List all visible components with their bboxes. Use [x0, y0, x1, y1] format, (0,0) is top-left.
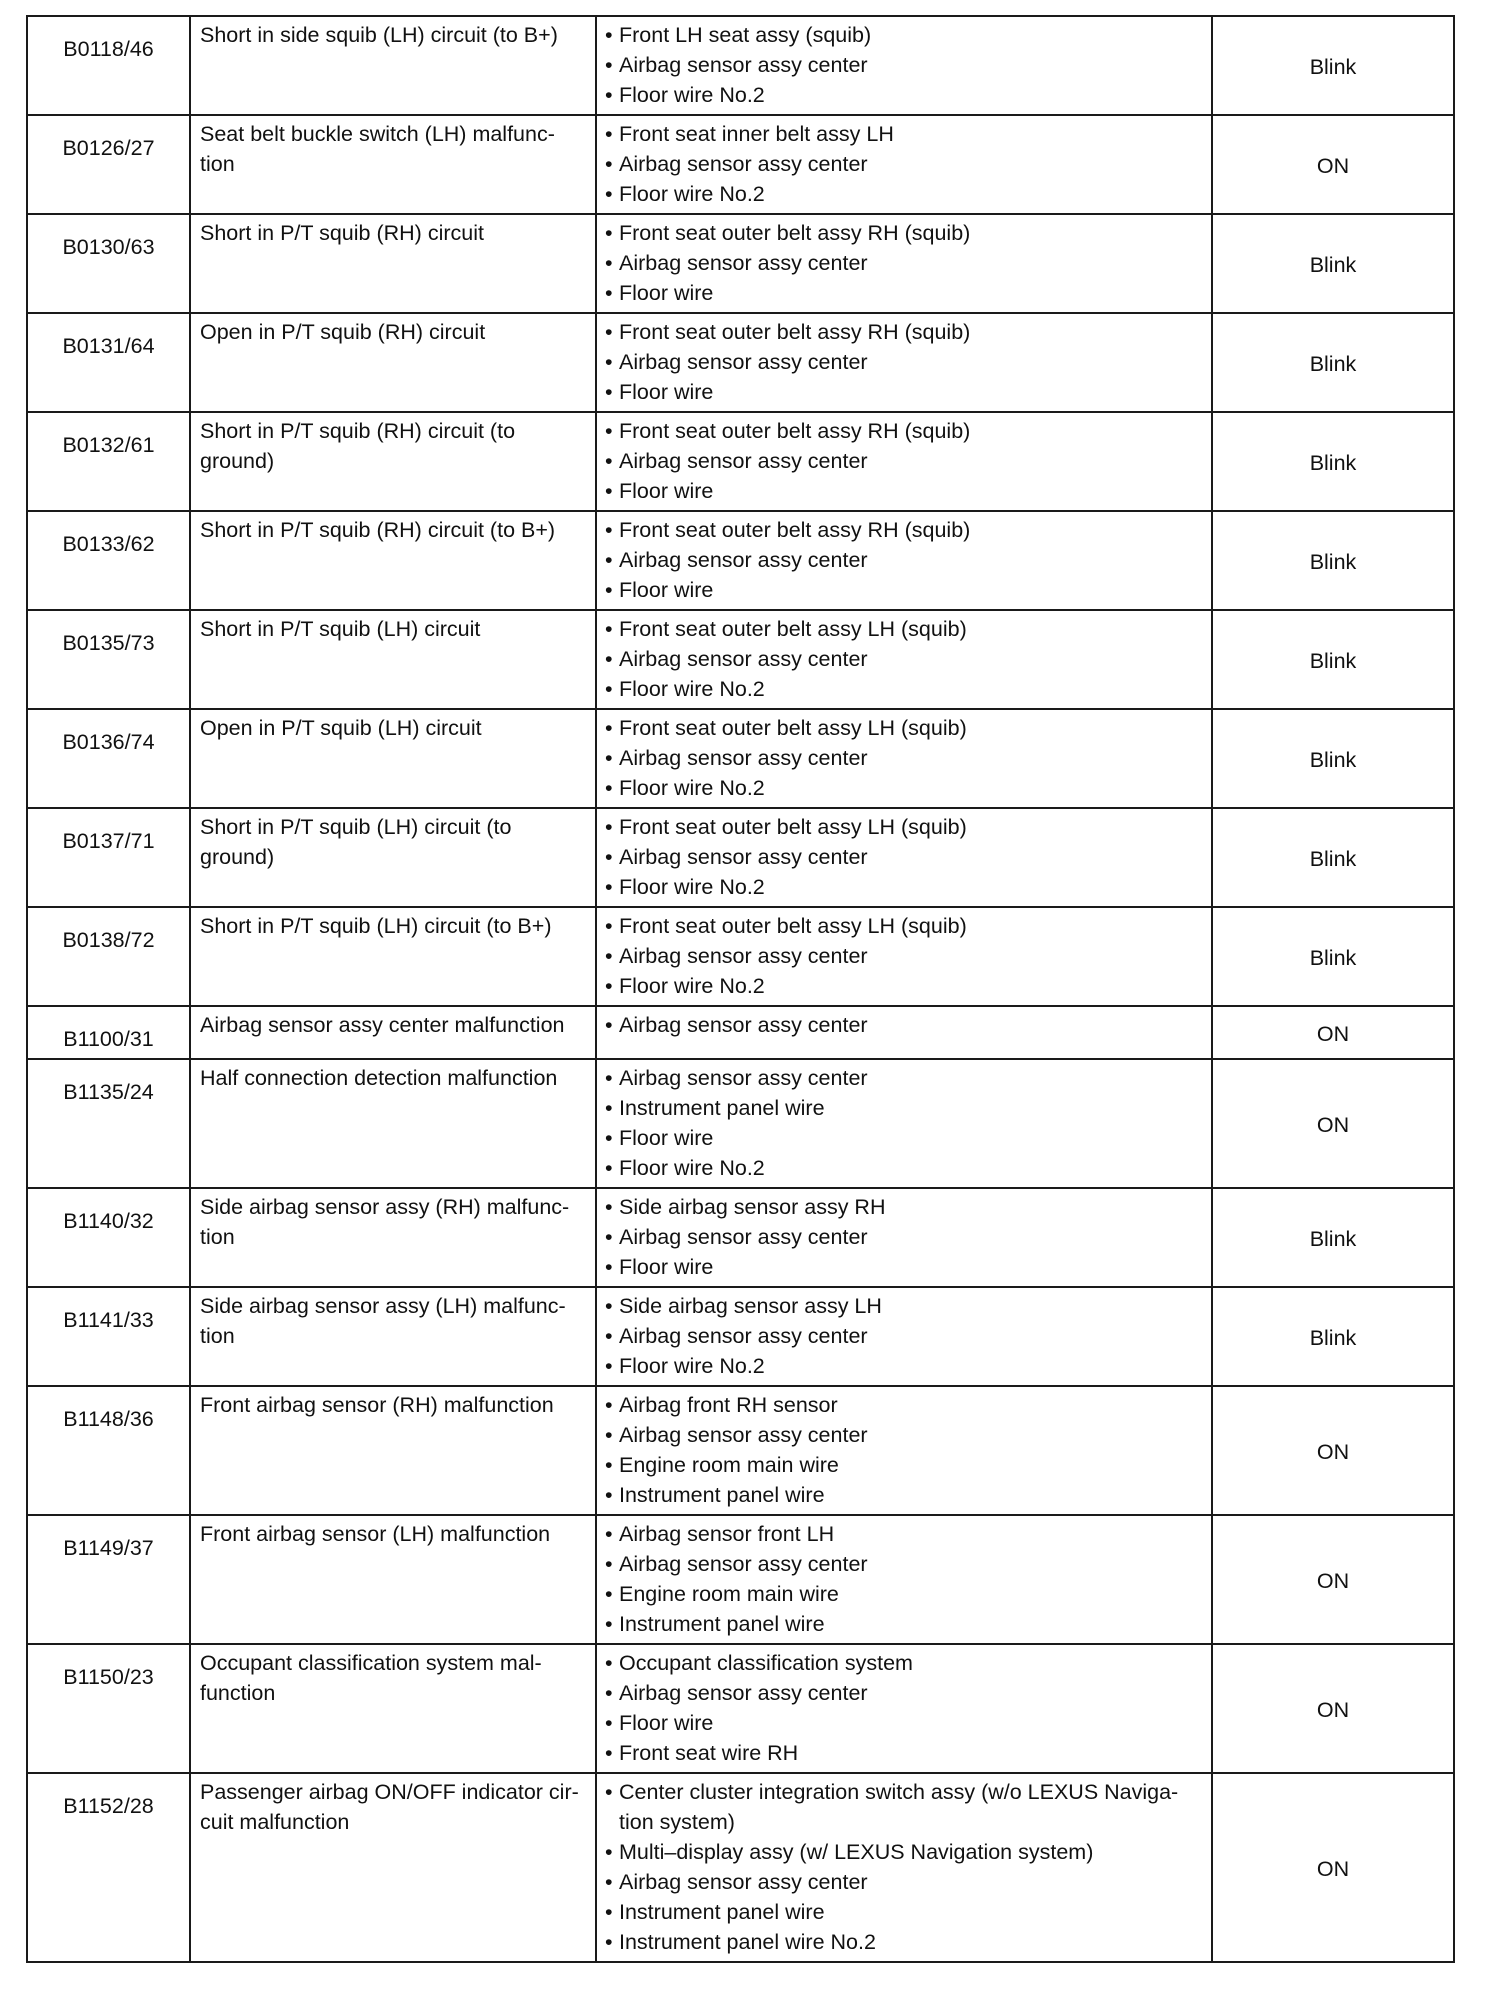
- detection-item-cell: Half connection detection malfunction: [190, 1059, 596, 1188]
- detection-item-cell: Airbag sensor assy center malfunction: [190, 1006, 596, 1059]
- warning-light-cell: Blink: [1212, 1188, 1454, 1287]
- trouble-area-cell: [596, 1773, 1212, 1962]
- trouble-area-list: [605, 317, 1205, 407]
- dtc-table-body: [27, 16, 1454, 1962]
- trouble-area-cell: [596, 709, 1212, 808]
- trouble-area-item: • Floor wire No.2: [605, 80, 1205, 110]
- trouble-area-list: [605, 713, 1205, 803]
- trouble-area-cell: [596, 1188, 1212, 1287]
- detection-item-cell: Short in side squib (LH) circuit (to B+): [190, 16, 596, 115]
- trouble-area-list: [605, 1648, 1205, 1768]
- table-row: [27, 1287, 1454, 1386]
- trouble-area-list: [605, 1063, 1205, 1183]
- table-row: [27, 1006, 1454, 1059]
- detection-item-cell: Short in P/T squib (RH) circuit (to B+): [190, 511, 596, 610]
- dtc-code-cell: B0138/72: [27, 907, 190, 1006]
- table-row: [27, 1773, 1454, 1962]
- trouble-area-item: • Floor wire No.2: [605, 674, 1205, 704]
- trouble-area-item: • Engine room main wire: [605, 1579, 1205, 1609]
- trouble-area-cell: [596, 115, 1212, 214]
- dtc-code-cell: B1135/24: [27, 1059, 190, 1188]
- trouble-area-item: • Floor wire: [605, 278, 1205, 308]
- trouble-area-item: • Airbag sensor assy center: [605, 248, 1205, 278]
- trouble-area-item: • Side airbag sensor assy LH: [605, 1291, 1205, 1321]
- trouble-area-item: • Airbag sensor assy center: [605, 743, 1205, 773]
- trouble-area-item: • Airbag sensor assy center: [605, 1678, 1205, 1708]
- trouble-area-cell: [596, 1059, 1212, 1188]
- table-row: [27, 511, 1454, 610]
- trouble-area-item: • Floor wire No.2: [605, 179, 1205, 209]
- warning-light-cell: Blink: [1212, 412, 1454, 511]
- trouble-area-cell: [596, 1386, 1212, 1515]
- detection-item-cell: Front airbag sensor (RH) malfunction: [190, 1386, 596, 1515]
- detection-item-cell: Side airbag sensor assy (RH) malfunc- tion: [190, 1188, 596, 1287]
- trouble-area-item: • Front seat inner belt assy LH: [605, 119, 1205, 149]
- warning-light-cell: Blink: [1212, 808, 1454, 907]
- trouble-area-item: • Airbag sensor assy center: [605, 149, 1205, 179]
- table-row: [27, 808, 1454, 907]
- trouble-area-item: • Floor wire No.2: [605, 773, 1205, 803]
- dtc-code-cell: B0136/74: [27, 709, 190, 808]
- warning-light-cell: ON: [1212, 1773, 1454, 1962]
- warning-light-cell: Blink: [1212, 16, 1454, 115]
- detection-item-cell: Occupant classification system mal- function: [190, 1644, 596, 1773]
- trouble-area-cell: [596, 1515, 1212, 1644]
- trouble-area-item: • Front seat outer belt assy RH (squib): [605, 317, 1205, 347]
- table-row: [27, 1188, 1454, 1287]
- table-row: [27, 1386, 1454, 1515]
- warning-light-cell: ON: [1212, 1515, 1454, 1644]
- warning-light-cell: ON: [1212, 1386, 1454, 1515]
- trouble-area-item: • Front seat outer belt assy LH (squib): [605, 812, 1205, 842]
- table-row: [27, 313, 1454, 412]
- trouble-area-item: • Instrument panel wire: [605, 1897, 1205, 1927]
- trouble-area-item: • Front seat outer belt assy LH (squib): [605, 911, 1205, 941]
- trouble-area-item: • Airbag sensor assy center: [605, 446, 1205, 476]
- trouble-area-list: [605, 515, 1205, 605]
- trouble-area-item: • Front seat wire RH: [605, 1738, 1205, 1768]
- table-row: [27, 1515, 1454, 1644]
- trouble-area-item: • Airbag sensor assy center: [605, 842, 1205, 872]
- detection-item-cell: Short in P/T squib (RH) circuit: [190, 214, 596, 313]
- trouble-area-cell: [596, 412, 1212, 511]
- trouble-area-item: • Airbag front RH sensor: [605, 1390, 1205, 1420]
- warning-light-cell: Blink: [1212, 214, 1454, 313]
- trouble-area-list: [605, 1777, 1205, 1957]
- trouble-area-item: • Airbag sensor assy center: [605, 347, 1205, 377]
- trouble-area-cell: [596, 16, 1212, 115]
- trouble-area-cell: [596, 1287, 1212, 1386]
- trouble-area-item: • Occupant classification system: [605, 1648, 1205, 1678]
- trouble-area-cell: [596, 808, 1212, 907]
- detection-item-cell: Front airbag sensor (LH) malfunction: [190, 1515, 596, 1644]
- detection-item-cell: Short in P/T squib (LH) circuit (to ground): [190, 808, 596, 907]
- trouble-area-item: • Floor wire: [605, 575, 1205, 605]
- detection-item-cell: Short in P/T squib (LH) circuit: [190, 610, 596, 709]
- dtc-table: [26, 15, 1455, 1963]
- trouble-area-list: [605, 1390, 1205, 1510]
- detection-item-cell: Open in P/T squib (LH) circuit: [190, 709, 596, 808]
- trouble-area-list: [605, 20, 1205, 110]
- trouble-area-cell: [596, 907, 1212, 1006]
- trouble-area-item: • Instrument panel wire: [605, 1093, 1205, 1123]
- trouble-area-list: [605, 1519, 1205, 1639]
- trouble-area-item: • Floor wire No.2: [605, 971, 1205, 1001]
- trouble-area-item: • Front LH seat assy (squib): [605, 20, 1205, 50]
- trouble-area-item: • Floor wire: [605, 1123, 1205, 1153]
- trouble-area-item: • Floor wire No.2: [605, 1351, 1205, 1381]
- dtc-code-cell: B1148/36: [27, 1386, 190, 1515]
- trouble-area-item: • Multi–display assy (w/ LEXUS Navigation system): [605, 1837, 1205, 1867]
- dtc-code-cell: B1100/31: [27, 1006, 190, 1059]
- table-row: [27, 1059, 1454, 1188]
- warning-light-cell: Blink: [1212, 709, 1454, 808]
- trouble-area-list: [605, 911, 1205, 1001]
- trouble-area-cell: [596, 610, 1212, 709]
- trouble-area-list: [605, 416, 1205, 506]
- trouble-area-item: • Airbag sensor assy center: [605, 1321, 1205, 1351]
- trouble-area-list: [605, 1010, 1205, 1040]
- dtc-code-cell: B0126/27: [27, 115, 190, 214]
- trouble-area-item: • Floor wire: [605, 1252, 1205, 1282]
- trouble-area-list: [605, 119, 1205, 209]
- trouble-area-item: • Airbag sensor assy center: [605, 644, 1205, 674]
- warning-light-cell: ON: [1212, 115, 1454, 214]
- trouble-area-cell: [596, 511, 1212, 610]
- dtc-code-cell: B1141/33: [27, 1287, 190, 1386]
- trouble-area-item: • Airbag sensor assy center: [605, 1549, 1205, 1579]
- trouble-area-item: • Airbag sensor assy center: [605, 1010, 1205, 1040]
- trouble-area-item: • Front seat outer belt assy LH (squib): [605, 713, 1205, 743]
- trouble-area-item: • Front seat outer belt assy LH (squib): [605, 614, 1205, 644]
- table-row: [27, 1644, 1454, 1773]
- detection-item-cell: Passenger airbag ON/OFF indicator cir- cuit malfunction: [190, 1773, 596, 1962]
- dtc-code-cell: B0130/63: [27, 214, 190, 313]
- trouble-area-list: [605, 1192, 1205, 1282]
- trouble-area-item: • Airbag sensor assy center: [605, 1867, 1205, 1897]
- trouble-area-item: • Floor wire No.2: [605, 1153, 1205, 1183]
- detection-item-cell: Short in P/T squib (RH) circuit (to ground): [190, 412, 596, 511]
- trouble-area-item: • Floor wire: [605, 377, 1205, 407]
- warning-light-cell: ON: [1212, 1059, 1454, 1188]
- trouble-area-item: • Front seat outer belt assy RH (squib): [605, 218, 1205, 248]
- warning-light-cell: Blink: [1212, 907, 1454, 1006]
- table-row: [27, 115, 1454, 214]
- dtc-code-cell: B1150/23: [27, 1644, 190, 1773]
- trouble-area-cell: [596, 313, 1212, 412]
- warning-light-cell: Blink: [1212, 1287, 1454, 1386]
- trouble-area-item: • Airbag sensor assy center: [605, 1222, 1205, 1252]
- trouble-area-item: • Airbag sensor assy center: [605, 1420, 1205, 1450]
- trouble-area-item: • Floor wire: [605, 476, 1205, 506]
- dtc-code-cell: B0118/46: [27, 16, 190, 115]
- trouble-area-cell: [596, 214, 1212, 313]
- trouble-area-item: • Floor wire: [605, 1708, 1205, 1738]
- trouble-area-item: • Airbag sensor assy center: [605, 50, 1205, 80]
- warning-light-cell: Blink: [1212, 313, 1454, 412]
- detection-item-cell: Seat belt buckle switch (LH) malfunc- tion: [190, 115, 596, 214]
- trouble-area-item: • Airbag sensor assy center: [605, 545, 1205, 575]
- trouble-area-item: • Center cluster integration switch assy (w/o LEXUS Naviga- tion system): [605, 1777, 1205, 1837]
- warning-light-cell: ON: [1212, 1644, 1454, 1773]
- trouble-area-list: [605, 1291, 1205, 1381]
- trouble-area-item: • Floor wire No.2: [605, 872, 1205, 902]
- trouble-area-item: • Instrument panel wire: [605, 1480, 1205, 1510]
- dtc-code-cell: B0131/64: [27, 313, 190, 412]
- trouble-area-cell: [596, 1006, 1212, 1059]
- dtc-code-cell: B1140/32: [27, 1188, 190, 1287]
- table-row: [27, 412, 1454, 511]
- table-row: [27, 709, 1454, 808]
- trouble-area-item: • Instrument panel wire No.2: [605, 1927, 1205, 1957]
- dtc-code-cell: B0132/61: [27, 412, 190, 511]
- table-row: [27, 610, 1454, 709]
- detection-item-cell: Side airbag sensor assy (LH) malfunc- tion: [190, 1287, 596, 1386]
- trouble-area-item: • Front seat outer belt assy RH (squib): [605, 416, 1205, 446]
- trouble-area-cell: [596, 1644, 1212, 1773]
- dtc-code-cell: B0133/62: [27, 511, 190, 610]
- trouble-area-list: [605, 218, 1205, 308]
- detection-item-cell: Short in P/T squib (LH) circuit (to B+): [190, 907, 596, 1006]
- dtc-code-cell: B0137/71: [27, 808, 190, 907]
- warning-light-cell: Blink: [1212, 511, 1454, 610]
- table-row: [27, 16, 1454, 115]
- dtc-code-cell: B1152/28: [27, 1773, 190, 1962]
- table-row: [27, 907, 1454, 1006]
- trouble-area-item: • Side airbag sensor assy RH: [605, 1192, 1205, 1222]
- trouble-area-list: [605, 614, 1205, 704]
- trouble-area-item: • Front seat outer belt assy RH (squib): [605, 515, 1205, 545]
- trouble-area-item: • Airbag sensor assy center: [605, 941, 1205, 971]
- trouble-area-item: • Airbag sensor front LH: [605, 1519, 1205, 1549]
- warning-light-cell: ON: [1212, 1006, 1454, 1059]
- trouble-area-item: • Engine room main wire: [605, 1450, 1205, 1480]
- dtc-code-cell: B1149/37: [27, 1515, 190, 1644]
- trouble-area-list: [605, 812, 1205, 902]
- table-row: [27, 214, 1454, 313]
- dtc-code-cell: B0135/73: [27, 610, 190, 709]
- warning-light-cell: Blink: [1212, 610, 1454, 709]
- trouble-area-item: • Instrument panel wire: [605, 1609, 1205, 1639]
- trouble-area-item: • Airbag sensor assy center: [605, 1063, 1205, 1093]
- detection-item-cell: Open in P/T squib (RH) circuit: [190, 313, 596, 412]
